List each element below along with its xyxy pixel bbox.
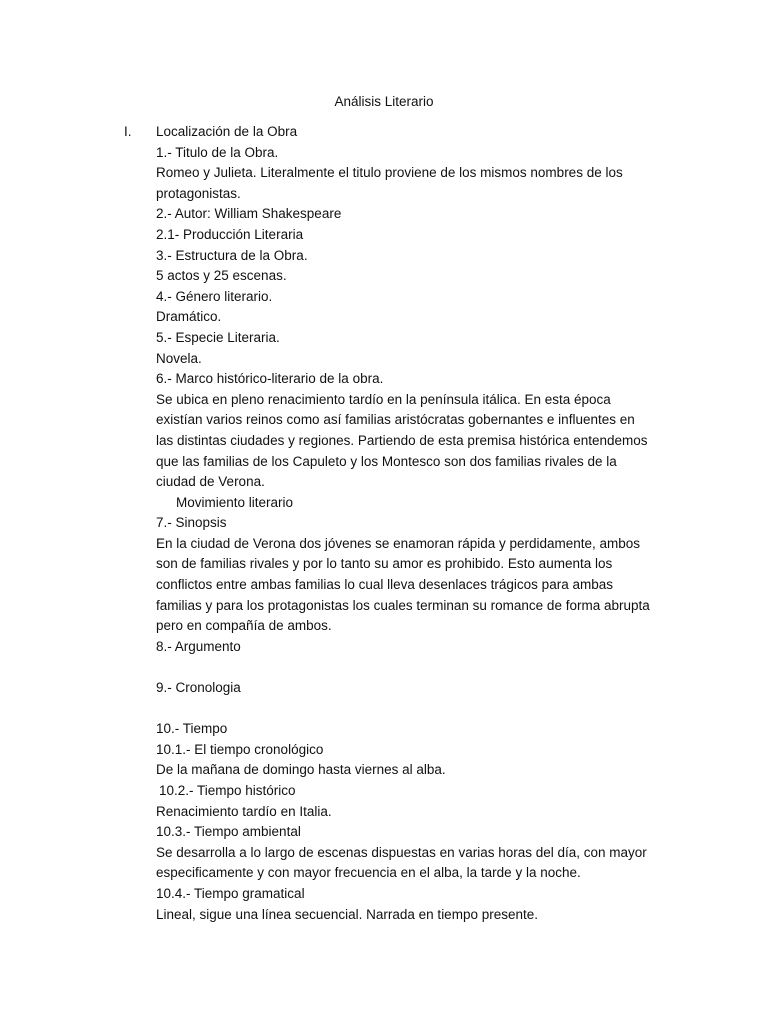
paragraph-line: De la mañana de domingo hasta viernes al alba. <box>156 762 446 778</box>
paragraph-line: especificamente y con mayor frecuencia en el alba, la tarde y la noche. <box>156 865 581 881</box>
item-heading: 6.- Marco histórico-literario de la obra. <box>156 371 384 387</box>
document-body <box>156 122 650 925</box>
item-heading: 3.- Estructura de la Obra. <box>156 247 308 263</box>
paragraph-line: ciudad de Verona. <box>156 474 265 490</box>
item-heading: 1.- Titulo de la Obra. <box>156 144 279 160</box>
item-heading: 10.1.- El tiempo cronológico <box>156 741 324 757</box>
paragraph-line: En la ciudad de Verona dos jóvenes se enamoran rápida y perdidamente, ambos <box>156 535 641 551</box>
paragraph-line: familias y para los protagonistas los cuales terminan su romance de forma abrupta <box>156 597 650 613</box>
subheading: Movimiento literario <box>176 494 294 510</box>
paragraph-line: que las familias de los Capuleto y los Montesco son dos familias rivales de la <box>156 453 617 469</box>
item-heading: 10.2.- Tiempo histórico <box>159 783 296 798</box>
paragraph-line: Renacimiento tardío en Italia. <box>156 803 332 819</box>
section-numeral: I. <box>124 124 132 139</box>
paragraph-line: conflictos entre ambas familias lo cual lleva desenlaces trágicos para ambas <box>156 577 613 593</box>
paragraph-line: las distintas ciudades y regiones. Partiendo de esta premisa histórica entendemos <box>156 432 648 448</box>
paragraph-line: existían varios reinos como así familias aristócratas gobernantes e influentes en <box>156 412 635 428</box>
paragraph-line: Novela. <box>156 350 202 366</box>
blank-line <box>156 657 636 678</box>
paragraph-line: Se ubica en pleno renacimiento tardío en la península itálica. En esta época <box>156 391 611 407</box>
item-heading: 5.- Especie Literaria. <box>156 329 280 345</box>
section-heading: Localización de la Obra <box>156 124 298 139</box>
item-heading: 4.- Género literario. <box>156 288 273 304</box>
paragraph-line: Lineal, sigue una línea secuencial. Narrada en tiempo presente. <box>156 906 538 922</box>
item-heading: 7.- Sinopsis <box>156 515 227 531</box>
paragraph-line: pero en compañía de ambos. <box>156 618 332 634</box>
paragraph-line: son de familias rivales y por lo tanto su amor es prohibido. Esto aumenta los <box>156 556 613 572</box>
paragraph-line: protagonistas. <box>156 185 241 201</box>
item-heading: 2.1- Producción Literaria <box>156 226 304 242</box>
item-heading: 9.- Cronologia <box>156 680 241 696</box>
paragraph-line: 5 actos y 25 escenas. <box>156 268 287 284</box>
document-title: Análisis Literario <box>334 94 434 109</box>
paragraph-line: Dramático. <box>156 309 222 325</box>
item-heading: 10.3.- Tiempo ambiental <box>156 824 301 840</box>
blank-line <box>156 699 636 720</box>
item-heading: 10.- Tiempo <box>156 721 228 737</box>
item-heading: 10.4.- Tiempo gramatical <box>156 885 305 901</box>
item-heading: 2.- Autor: William Shakespeare <box>156 206 342 222</box>
paragraph-line: Romeo y Julieta. Literalmente el titulo proviene de los mismos nombres de los <box>156 165 623 181</box>
item-heading: 8.- Argumento <box>156 638 241 654</box>
paragraph-line: Se desarrolla a lo largo de escenas dispuestas en varias horas del día, con mayor <box>156 844 647 860</box>
